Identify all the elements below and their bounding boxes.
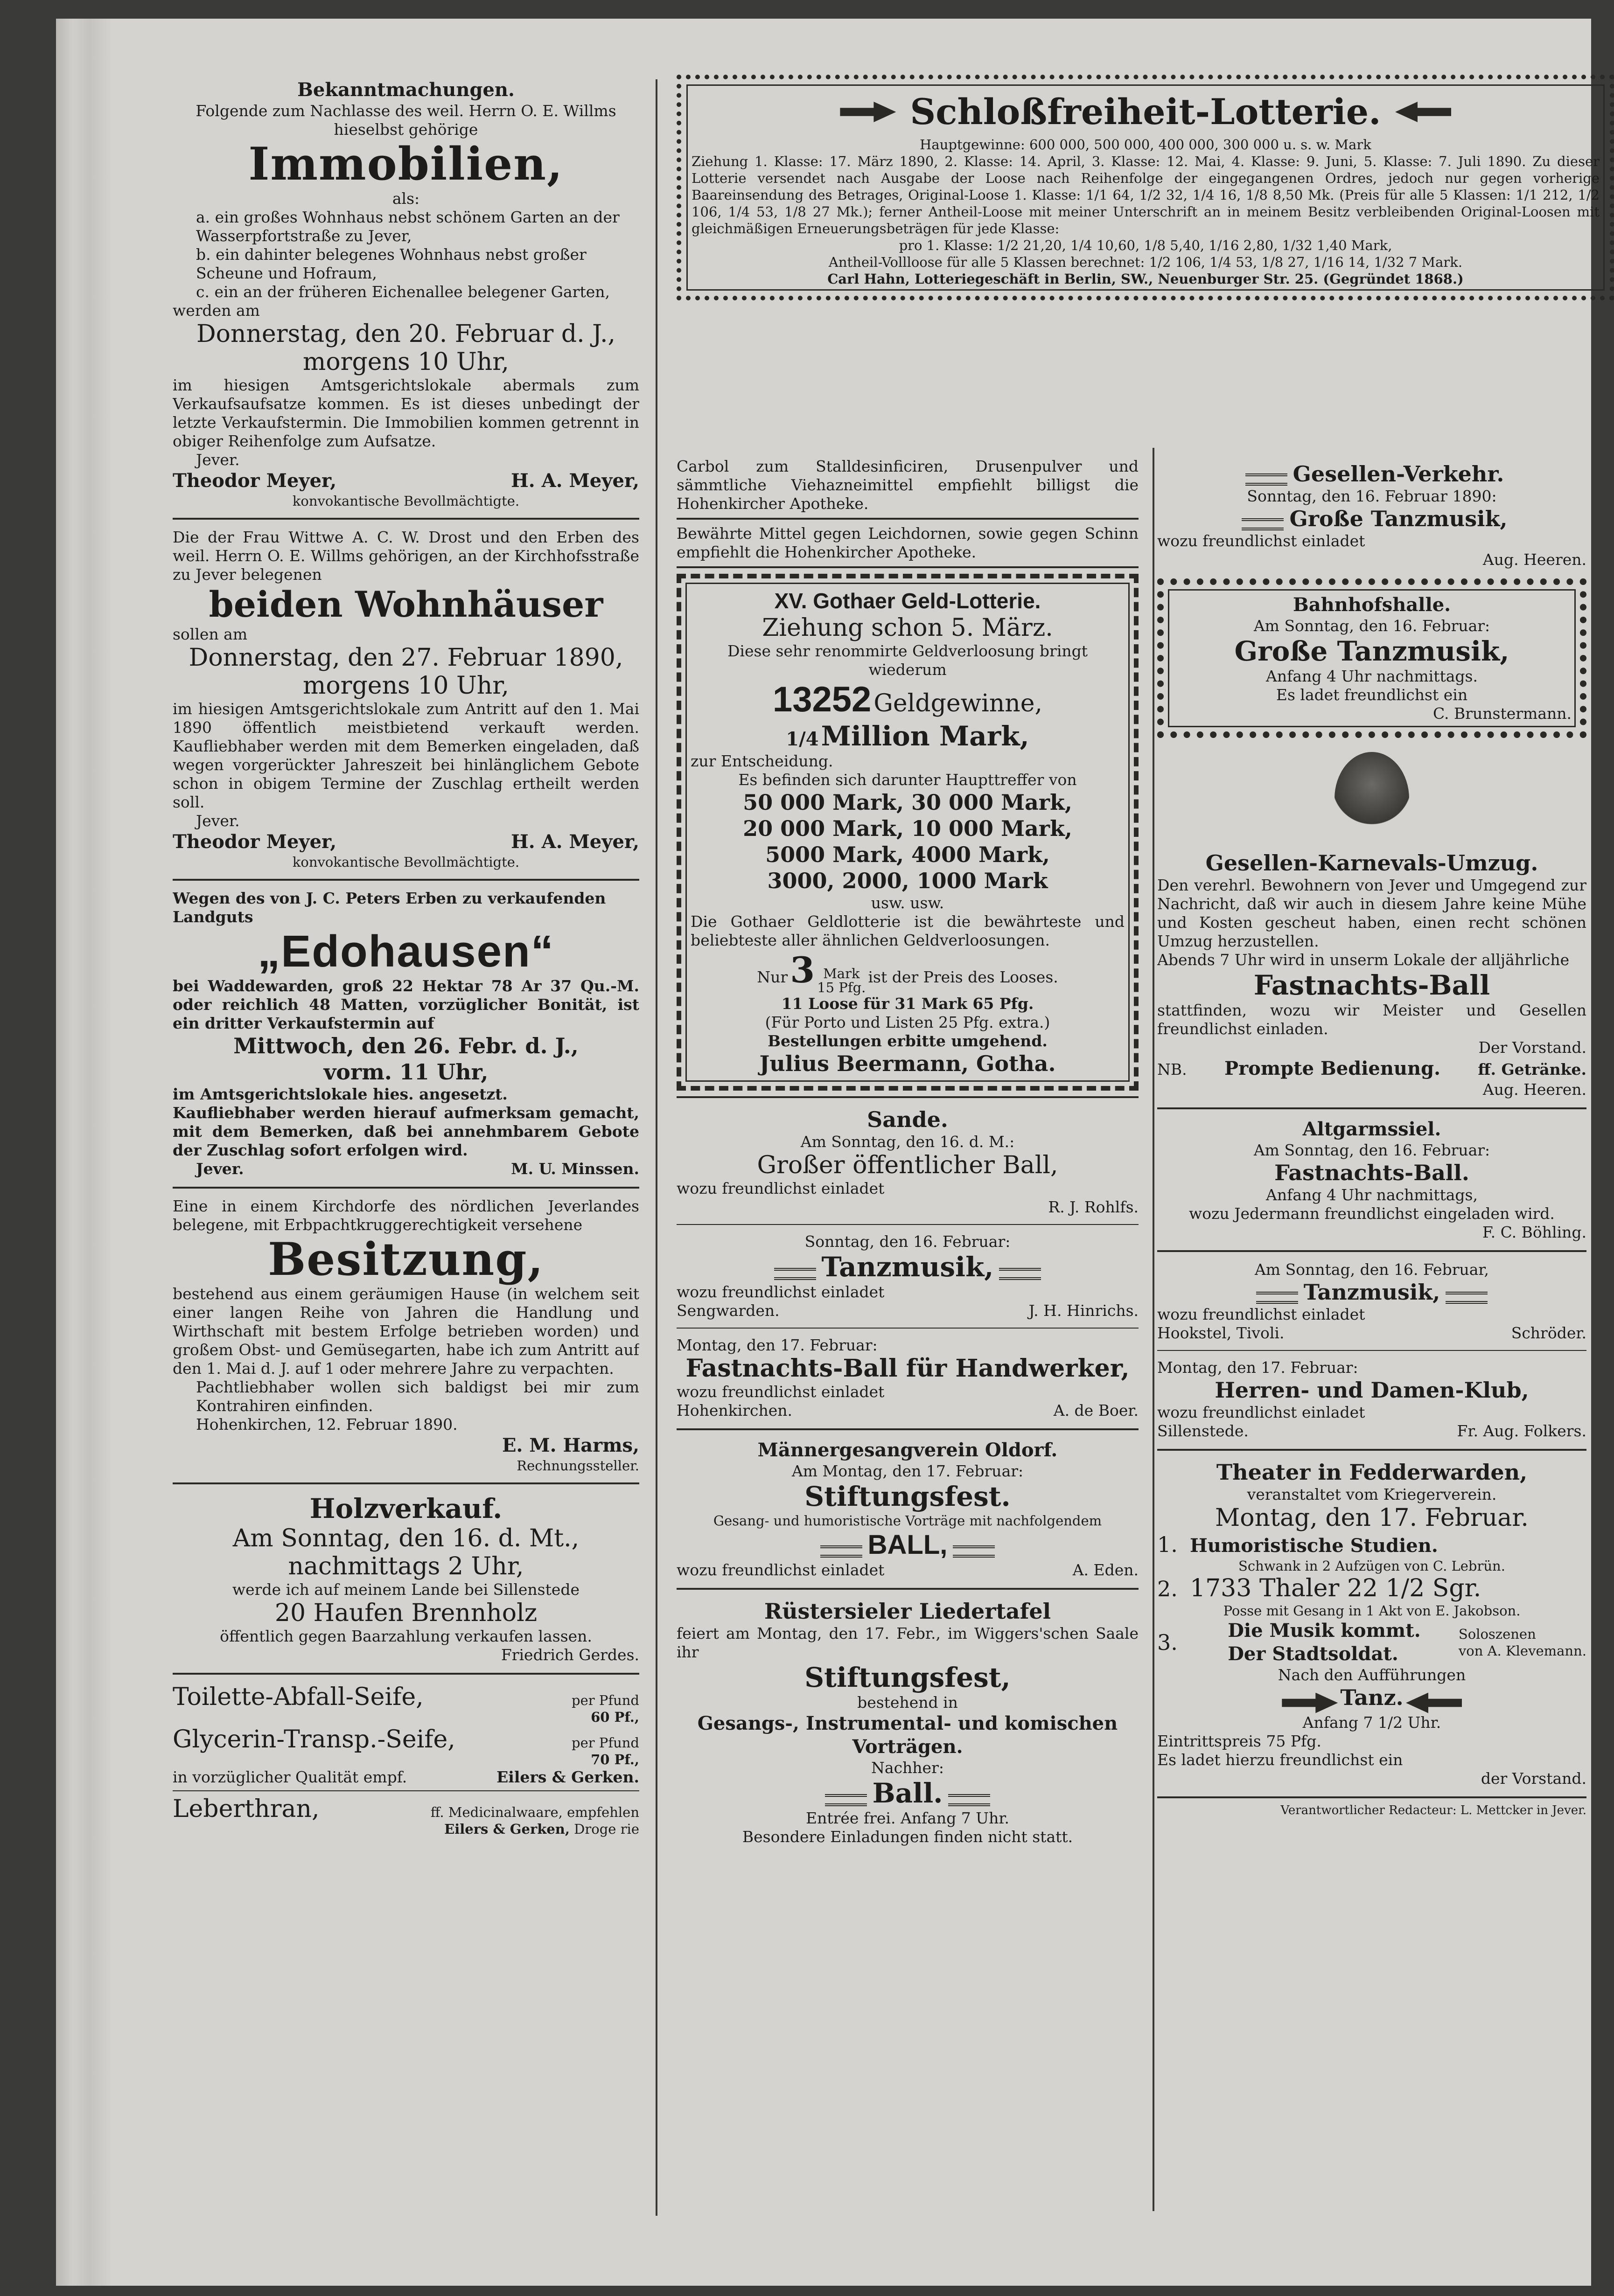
divider xyxy=(1157,1796,1586,1798)
ad-headline: Stiftungsfest. xyxy=(804,1480,1011,1512)
ad-line: wozu freundlichst einladet xyxy=(1157,1403,1365,1421)
pointing-hand-icon xyxy=(1406,1693,1462,1713)
ad-date: Am Sonntag, den 16. Februar: xyxy=(1253,1141,1490,1159)
ad-hookstel xyxy=(1157,1257,1586,1346)
ad-headline: Million Mark, xyxy=(821,720,1029,752)
ad-title: Männergesangverein Oldorf. xyxy=(757,1439,1058,1461)
ad-line: werde ich auf meinem Lande bei Sillenstede xyxy=(232,1580,580,1599)
ad-place: Jever. xyxy=(196,812,240,830)
ad-line: ff. Getränke. xyxy=(1478,1060,1586,1078)
ad-intro: Folgende zum Nachlasse des weil. Herrn O. E. Willms hieselbst gehörige xyxy=(196,102,616,139)
program-number: 3. xyxy=(1157,1630,1178,1655)
pointing-hand-icon xyxy=(1395,102,1451,122)
ad-line: Anfang 4 Uhr nachmittags, xyxy=(1266,1186,1478,1204)
divider xyxy=(677,1224,1139,1225)
ad-place: Hookstel, Tivoli. xyxy=(1157,1324,1285,1342)
ad-body: Den verehrl. Bewohnern von Jever und Umgegend zur Nachricht, daß wir auch in diesem Jahre keine Mühe und Kosten gescheut haben, einen recht schönen Umzug herzustellen. xyxy=(1157,876,1586,950)
ad-title: Sande. xyxy=(867,1106,948,1132)
ad-date: Am Sonntag, den 16. Februar: xyxy=(1253,617,1490,635)
ad-headline: Fastnachts-Ball für Handwerker, xyxy=(685,1354,1130,1383)
signature: J. H. Hinrichs. xyxy=(1028,1301,1139,1320)
program-title: Humoristische Studien. xyxy=(1190,1535,1438,1557)
ad-line: feiert am Montag, den 17. Febr., im Wiggers'schen Saale ihr xyxy=(677,1624,1139,1661)
ad-line: Es befinden sich darunter Haupttreffer von xyxy=(738,771,1077,789)
ad-headline: 20 Haufen Brennholz xyxy=(274,1599,538,1627)
ad-body: Kaufliebhaber werden hierauf aufmerksam gemacht, mit dem Bemerken, daß bei annehmbarem Gebote der Zuschlag sofort erfolgen wird. xyxy=(173,1104,639,1159)
ad-line: als: xyxy=(392,189,420,208)
ad-title: Rüstersieler Liedertafel xyxy=(764,1598,1051,1624)
price: 3 xyxy=(790,949,815,991)
signature: H. A. Meyer, xyxy=(510,831,639,853)
ad-date: Donnerstag, den 20. Februar d. J., xyxy=(196,320,616,348)
ad-body: Pachtliebhaber wollen sich baldigst bei mir zum Kontrahiren einfinden. xyxy=(196,1378,639,1415)
divider xyxy=(1157,1250,1586,1252)
product-name: Toilette-Abfall-Seife, xyxy=(173,1683,424,1711)
ad-line: wozu freundlichst einladet xyxy=(677,1560,885,1579)
ad-oldorf xyxy=(677,1435,1139,1583)
ad-intro: Die der Frau Wittwe A. C. W. Drost und den Erben des weil. Herrn O. E. Willms gehörigen, an der Kirchhofsstraße zu Jever belegenen xyxy=(173,528,639,584)
ad-date: Montag, den 17. Februar: xyxy=(1157,1358,1358,1377)
ad-line: wozu freundlichst einladet xyxy=(677,1179,885,1197)
ad-time: vorm. 11 Uhr, xyxy=(323,1059,489,1085)
ad-schlossfreiheit-lotterie xyxy=(677,75,1614,300)
ad-sengwarden xyxy=(677,1229,1139,1324)
ad-line: öffentlich gegen Baarzahlung verkaufen lassen. xyxy=(220,1627,592,1645)
ad-line: wozu freundlichst einladet xyxy=(1157,1305,1365,1323)
jester-head-icon xyxy=(1335,752,1409,845)
ad-body: stattfinden, wozu wir Meister und Gesellen freundlichst einladen. xyxy=(1157,1001,1586,1038)
ad-place: Sillenstede. xyxy=(1157,1422,1249,1440)
ornament-icon xyxy=(999,1268,1041,1280)
program-title: 1733 Thaler 22 1/2 Sgr. xyxy=(1190,1574,1481,1602)
ad-altgarmssiel xyxy=(1157,1114,1586,1245)
ad-line: Hauptgewinne: 600 000, 500 000, 400 000, 300 000 u. s. w. Mark xyxy=(920,137,1371,153)
signature: H. A. Meyer, xyxy=(510,470,639,492)
fraction: 1/4 xyxy=(786,728,819,750)
divider xyxy=(173,1790,639,1791)
column-right xyxy=(1157,457,1586,2268)
signature: Theodor Meyer, xyxy=(173,831,337,853)
ad-bahnhofshalle xyxy=(1157,578,1586,738)
pointing-hand-icon xyxy=(840,102,896,122)
price-unit: Mark xyxy=(823,965,860,981)
ad-title: beiden Wohnhäuser xyxy=(209,584,603,625)
signature-role: Rechnungssteller. xyxy=(517,1458,639,1474)
ad-line: Antheil-Vollloose für alle 5 Klassen berechnet: 1/2 106, 1/4 53, 1/8 27, 1/16 14, 1/32 7 Mark. xyxy=(828,254,1463,270)
divider xyxy=(173,518,639,520)
ad-line: NB. xyxy=(1157,1060,1187,1078)
price-unit: per Pfund xyxy=(572,1692,639,1708)
ornament-icon xyxy=(953,1545,995,1558)
ad-subtitle: Ziehung schon 5. März. xyxy=(762,614,1053,642)
ad-line: Diese sehr renommirte Geldverloosung bringt wiederum xyxy=(727,642,1088,679)
program-subtitle: Soloszenen xyxy=(1458,1626,1536,1642)
ad-body: bestehend aus einem geräumigen Hause (in welchem seit einer langen Reihe von Jahren die Handlung und Wirthschaft mit bestem Erfolge betrieben worden) und großem Obst- und Gemüsegarten, habe ich zum Antritt auf den 1. Mai d. J. auf 1 oder mehrere Jahre zu verpachten. xyxy=(173,1285,639,1378)
divider xyxy=(677,518,1139,520)
ad-handwerker xyxy=(677,1332,1139,1424)
program-title: Der Stadtsoldat. xyxy=(1228,1643,1398,1665)
ad-title: Schloßfreiheit-Lotterie. xyxy=(910,91,1381,132)
ad-headline: Ball. xyxy=(872,1777,943,1809)
ad-date: Am Sonntag, den 16. d. Mt., xyxy=(232,1524,580,1552)
ad-line: Nachher: xyxy=(871,1758,944,1777)
ad-time: nachmittags 2 Uhr, xyxy=(288,1552,524,1580)
ad-karnevals-umzug xyxy=(1157,744,1586,1103)
ad-line: Droge rie xyxy=(574,1821,639,1837)
ad-date: Sonntag, den 16. Februar 1890: xyxy=(1247,487,1497,505)
divider xyxy=(677,1428,1139,1430)
signature: E. M. Harms, xyxy=(502,1434,639,1456)
ad-wohnhaeuser xyxy=(173,524,639,874)
ad-line: Bestellungen erbitte umgehend. xyxy=(768,1031,1048,1050)
program-number: 2. xyxy=(1157,1576,1178,1601)
ad-body: im hiesigen Amtsgerichtslokale zum Antritt auf den 1. Mai 1890 öffentlich meistbietend verkauft werden. Kaufliebhaber werden mit dem Bemerken eingeladen, daß wegen vorgerückter Jahreszeit bei hinlänglichem Gebote schon in obigem Termine der Zuschlag ertheilt werden soll. xyxy=(173,700,639,811)
ad-line: Nach den Aufführungen xyxy=(1278,1666,1466,1684)
divider xyxy=(677,566,1139,568)
list-item: a. ein großes Wohnhaus nebst schönem Garten an der Wasserpfortstraße zu Jever, xyxy=(196,208,620,245)
signature: C. Brunstermann. xyxy=(1432,704,1572,723)
divider xyxy=(173,1482,639,1484)
ad-line: Anfang 7 1/2 Uhr. xyxy=(1302,1713,1441,1732)
ad-headline: Herren- und Damen-Klub, xyxy=(1215,1378,1529,1403)
ad-date: Am Sonntag, den 16. Februar, xyxy=(1254,1260,1489,1279)
ad-ruestersiel xyxy=(677,1594,1139,1850)
ad-gothaer-lotterie xyxy=(677,574,1139,1091)
signature: Aug. Heeren. xyxy=(1482,1080,1586,1099)
ad-body: Ziehung 1. Klasse: 17. März 1890, 2. Klasse: 14. April, 3. Klasse: 12. Mai, 4. Klasse: 9. Juni, 5. Klasse: 7. Juli 1890. Zu dieser Lotterie versendet nach Ausgabe der Loose nach Reihenfolge der eingegangenen Ordres, jedoch nur gegen vorherige Baareinsendung des Betrages, Original-Loose 1. Klasse: 1/1 64, 1/2 32, 1/4 16, 1/8 8,50 Mk. (Preis für alle 5 Klassen: 1/1 212, 1/2 106, 1/4 53, 1/8 27 Mk.); ferner Antheil-Loose mit meiner Unterschrift an in meinem Besitz verbleibenden Original-Loosen mit gleichmäßigen Erneuerungsbeträgen für jede Klasse: xyxy=(692,153,1600,237)
ad-line: (Für Porto und Listen 25 Pfg. extra.) xyxy=(765,1013,1050,1031)
ad-date: Mittwoch, den 26. Febr. d. J., xyxy=(233,1033,579,1058)
ad-date: Montag, den 17. Februar. xyxy=(1215,1504,1529,1532)
divider xyxy=(1157,1350,1586,1351)
ad-date: Sonntag, den 16. Februar: xyxy=(804,1232,1011,1251)
signature: F. C. Böhling. xyxy=(1482,1223,1586,1241)
ad-holzverkauf xyxy=(173,1489,639,1668)
divider xyxy=(1157,1107,1586,1109)
ad-date: Am Montag, den 17. Februar: xyxy=(791,1461,1024,1480)
ad-intro: Eine in einem Kirchdorfe des nördlichen Jeverlandes belegene, mit Erbpachtkruggerechtigkeit versehene xyxy=(173,1197,639,1234)
ad-title: Gesellen-Karnevals-Umzug. xyxy=(1205,850,1538,876)
ad-line: ist der Preis des Looses. xyxy=(868,968,1058,986)
ad-line: sollen am xyxy=(173,625,248,643)
program-subtitle: von A. Klevemann. xyxy=(1458,1643,1586,1659)
ad-line: pro 1. Klasse: 1/2 21,20, 1/4 10,60, 1/8 5,40, 1/16 2,80, 1/32 1,40 Mark, xyxy=(899,237,1392,253)
price: 60 Pf., xyxy=(591,1709,639,1725)
program-subtitle: Schwank in 2 Aufzügen von C. Lebrün. xyxy=(1238,1558,1505,1574)
ad-headline: Tanzmusik, xyxy=(821,1251,994,1283)
signature: R. J. Rohlfs. xyxy=(1048,1197,1139,1216)
product-name: Glycerin-Transp.-Seife, xyxy=(173,1725,455,1753)
ad-place: Jever. xyxy=(196,1160,244,1178)
ornament-icon xyxy=(1256,1292,1298,1304)
ad-title: Holzverkauf. xyxy=(309,1493,503,1524)
divider xyxy=(677,1096,1139,1098)
ad-line: Entrée frei. Anfang 7 Uhr. xyxy=(805,1809,1009,1827)
prize-line: 5000 Mark, 4000 Mark, xyxy=(765,842,1050,867)
ad-leichdornen: Bewährte Mittel gegen Leichdornen, sowie gegen Schinn empfiehlt die Hohenkircher Apotheke. xyxy=(677,524,1139,561)
ad-title: „Edohausen“ xyxy=(258,926,554,976)
divider xyxy=(677,1588,1139,1590)
ad-line: usw. usw. xyxy=(871,894,944,912)
ad-subtitle: Gesangs-, Instrumental- und komischen Vorträgen. xyxy=(697,1712,1118,1758)
signature-role: konvokantische Bevollmächtigte. xyxy=(292,493,520,509)
price-unit: per Pfund xyxy=(572,1735,639,1751)
ad-time: morgens 10 Uhr, xyxy=(303,672,509,700)
page-binding-shadow xyxy=(56,19,112,2286)
signature: Carl Hahn, Lotteriegeschäft in Berlin, SW., Neuenburger Str. 25. (Gegründet 1868.) xyxy=(827,271,1464,287)
ad-big-number: 13252 xyxy=(772,680,872,719)
section-kicker: Bekanntmachungen. xyxy=(297,79,515,101)
list-item: c. ein an der früheren Eichenallee belegener Garten, xyxy=(196,283,610,301)
ad-date: Am Sonntag, den 16. d. M.: xyxy=(800,1132,1015,1151)
ad-body: im Amtsgerichtslokale hies. angesetzt. xyxy=(173,1085,508,1103)
ad-headline: BALL, xyxy=(867,1529,948,1560)
column-middle-lower xyxy=(677,457,1139,2268)
product-name: Leberthran, xyxy=(173,1795,320,1823)
price-unit: 15 Pfg. xyxy=(817,979,866,995)
signature: Friedrich Gerdes. xyxy=(501,1646,639,1664)
divider xyxy=(173,1187,639,1189)
ad-line: Nur xyxy=(757,968,788,986)
ad-line: wozu Jedermann freundlichst eingeladen wird. xyxy=(1189,1204,1555,1223)
ad-title: Immobilien, xyxy=(248,138,564,190)
ad-date: Montag, den 17. Februar: xyxy=(677,1336,878,1354)
program-title: Die Musik kommt. xyxy=(1228,1620,1421,1642)
ad-title: Gesellen-Verkehr. xyxy=(1293,461,1504,487)
ad-line: wozu freundlichst einladet xyxy=(1157,532,1365,550)
ad-headline: Stiftungsfest, xyxy=(804,1661,1011,1693)
ad-headline: Tanz. xyxy=(1340,1685,1404,1710)
ad-damen-klub xyxy=(1157,1355,1586,1444)
imprint-redacteur: Verantwortlicher Redacteur: L. Mettcker in Jever. xyxy=(1280,1803,1586,1817)
ad-date: Donnerstag, den 27. Februar 1890, xyxy=(189,644,623,672)
list-item: b. ein dahinter belegenes Wohnhaus nebst großer Scheune und Hofraum, xyxy=(196,245,587,282)
program-subtitle: Posse mit Gesang in 1 Akt von E. Jakobson. xyxy=(1223,1603,1521,1619)
ad-time: morgens 10 Uhr, xyxy=(303,348,509,376)
ad-line: Es ladet freundlichst ein xyxy=(1276,686,1468,704)
ornament-icon xyxy=(948,1794,990,1806)
signature-role: konvokantische Bevollmächtigte. xyxy=(292,854,520,870)
signature: A. Eden. xyxy=(1072,1560,1139,1579)
prize-line: 50 000 Mark, 30 000 Mark, xyxy=(743,790,1072,815)
ad-line: Eintrittspreis 75 Pfg. xyxy=(1157,1732,1321,1750)
ad-body: Abends 7 Uhr wird in unserm Lokale der alljährliche xyxy=(1157,951,1570,969)
ornament-icon xyxy=(1446,1292,1488,1304)
ad-carbol: Carbol zum Stalldesinficiren, Drusenpulver und sämmtliche Viehazneimittel empfiehlt billigst die Hohenkircher Apotheke. xyxy=(677,457,1139,513)
ad-headline: Großer öffentlicher Ball, xyxy=(757,1151,1058,1179)
ad-title: Besitzung, xyxy=(268,1233,544,1286)
signature: Eilers & Gerken. xyxy=(496,1768,639,1786)
ad-line: Geldgewinne, xyxy=(873,689,1043,717)
price: 70 Pf., xyxy=(591,1752,639,1767)
signature: Schröder. xyxy=(1511,1324,1586,1342)
ad-seife xyxy=(173,1679,639,1841)
ad-title: Theater in Fedderwarden, xyxy=(1216,1460,1528,1485)
ad-intro: Wegen des von J. C. Peters Erben zu verkaufenden Landguts xyxy=(173,889,606,926)
ad-line: ff. Medicinalwaare, empfehlen xyxy=(430,1804,639,1820)
column-left xyxy=(173,75,639,2268)
signature: der Vorstand. xyxy=(1481,1769,1586,1788)
ad-body: Die Gothaer Geldlotterie ist die bewährteste und beliebteste aller ähnlichen Geldverloosungen. xyxy=(691,912,1125,949)
signature: Eilers & Gerken, xyxy=(444,1821,570,1837)
ad-line: Es ladet hierzu freundlichst ein xyxy=(1157,1750,1403,1769)
ad-title: Bahnhofshalle. xyxy=(1293,594,1451,616)
ad-line: Anfang 4 Uhr nachmittags. xyxy=(1266,667,1478,685)
ad-place: Hohenkirchen. xyxy=(677,1401,793,1419)
signature: Aug. Heeren. xyxy=(1482,550,1586,569)
ad-besitzung xyxy=(173,1193,639,1478)
ad-line: zur Entscheidung. xyxy=(691,752,833,770)
ad-headline: Große Tanzmusik, xyxy=(1289,506,1508,531)
ad-line: 11 Loose für 31 Mark 65 Pfg. xyxy=(781,994,1034,1013)
ad-headline: Große Tanzmusik, xyxy=(1234,635,1509,667)
ornament-icon xyxy=(820,1545,862,1558)
ad-line: wozu freundlichst einladet xyxy=(677,1282,885,1301)
ad-headline: Fastnachts-Ball xyxy=(1253,969,1490,1001)
ad-dateline: Hohenkirchen, 12. Februar 1890. xyxy=(196,1415,458,1433)
ad-line: bestehend in xyxy=(857,1693,958,1712)
ad-title: XV. Gothaer Geld-Lotterie. xyxy=(774,589,1041,613)
ad-line: Gesang- und humoristische Vorträge mit nachfolgendem xyxy=(713,1512,1102,1529)
ad-gesellen-verkehr xyxy=(1157,457,1586,573)
ornament-icon xyxy=(1242,518,1284,530)
ad-place: Sengwarden. xyxy=(677,1301,780,1320)
ad-edohausen xyxy=(173,885,639,1182)
prize-line: 3000, 2000, 1000 Mark xyxy=(767,868,1048,893)
signature: Theodor Meyer, xyxy=(173,470,337,492)
ad-body: im hiesigen Amtsgerichtslokale abermals zum Verkaufsaufsatze kommen. Es ist dieses unbedingt der letzte Verkaufstermin. Die Immobilien kommen getrennt in obiger Reihenfolge zum Aufsatze. xyxy=(173,376,639,450)
ad-immobilien xyxy=(173,75,639,513)
ad-place: Jever. xyxy=(196,451,240,469)
prize-line: 20 000 Mark, 10 000 Mark, xyxy=(743,816,1072,841)
ornament-icon xyxy=(774,1268,816,1280)
divider xyxy=(173,879,639,881)
ad-line: in vorzüglicher Qualität empf. xyxy=(173,1768,407,1786)
ad-line: Prompte Bedienung. xyxy=(1224,1058,1440,1079)
column-divider-left xyxy=(656,79,657,2216)
signature: Julius Beermann, Gotha. xyxy=(759,1051,1056,1076)
ad-title: Altgarmssiel. xyxy=(1302,1118,1441,1140)
ornament-icon xyxy=(1245,473,1287,486)
ad-theater xyxy=(1157,1455,1586,1792)
ad-line: veranstaltet vom Kriegerverein. xyxy=(1247,1485,1497,1503)
divider xyxy=(173,1673,639,1675)
ad-line: wozu freundlichst einladet xyxy=(677,1382,885,1401)
signature: Der Vorstand. xyxy=(1478,1038,1586,1057)
ad-headline: Fastnachts-Ball. xyxy=(1274,1160,1469,1185)
signature: M. U. Minssen. xyxy=(511,1160,639,1178)
signature: Fr. Aug. Folkers. xyxy=(1457,1422,1586,1440)
divider xyxy=(1157,1449,1586,1451)
program-number: 1. xyxy=(1157,1532,1178,1557)
signature: A. de Boer. xyxy=(1053,1401,1139,1419)
pointing-hand-icon xyxy=(1282,1693,1338,1713)
ad-sande xyxy=(677,1103,1139,1220)
ad-headline: Tanzmusik, xyxy=(1303,1280,1440,1305)
ad-line: Besondere Einladungen finden nicht statt. xyxy=(742,1827,1073,1846)
ornament-icon xyxy=(825,1794,867,1806)
ad-line: werden am xyxy=(173,301,260,320)
divider xyxy=(677,1328,1139,1329)
ad-body: bei Waddewarden, groß 22 Hektar 78 Ar 37 Qu.-M. oder reichlich 48 Matten, vorzüglicher Bonität, ist ein dritter Verkaufstermin auf xyxy=(173,977,639,1032)
